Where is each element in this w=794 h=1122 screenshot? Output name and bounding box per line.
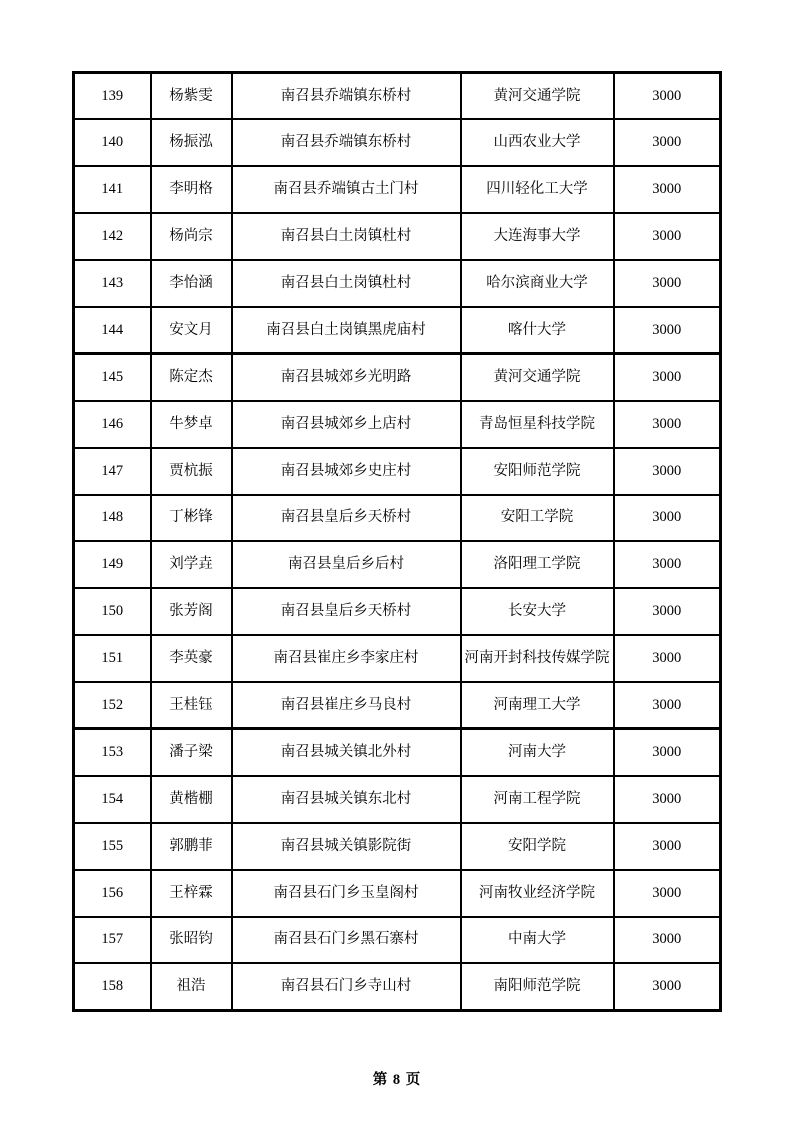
village-address-cell: 南召县城郊乡上店村 (232, 401, 461, 448)
village-address-cell: 南召县白土岗镇杜村 (232, 260, 461, 307)
row-number-cell: 143 (74, 260, 151, 307)
row-number-cell: 151 (74, 635, 151, 682)
table-row (74, 729, 721, 776)
row-number-cell: 153 (74, 729, 151, 776)
college-cell: 安阳师范学院 (461, 448, 614, 495)
student-name-cell: 刘学垚 (151, 541, 232, 588)
student-name-cell: 祖浩 (151, 963, 232, 1010)
village-address-cell: 南召县城关镇北外村 (232, 729, 461, 776)
table-row (74, 541, 721, 588)
amount-cell: 3000 (614, 682, 721, 729)
table-body (74, 73, 721, 1011)
row-number-cell: 144 (74, 307, 151, 354)
amount-cell: 3000 (614, 260, 721, 307)
village-address-cell: 南召县白土岗镇杜村 (232, 213, 461, 260)
table-row (74, 260, 721, 307)
row-number-cell: 154 (74, 776, 151, 823)
row-number-cell: 142 (74, 213, 151, 260)
village-address-cell: 南召县白土岗镇黑虎庙村 (232, 307, 461, 354)
table-row (74, 307, 721, 354)
amount-cell: 3000 (614, 119, 721, 166)
village-address-cell: 南召县皇后乡后村 (232, 541, 461, 588)
row-number-cell: 149 (74, 541, 151, 588)
table-row (74, 917, 721, 964)
table-row (74, 588, 721, 635)
student-name-cell: 杨振泓 (151, 119, 232, 166)
student-name-cell: 潘子梁 (151, 729, 232, 776)
college-cell: 山西农业大学 (461, 119, 614, 166)
student-name-cell: 安文月 (151, 307, 232, 354)
college-cell: 河南工程学院 (461, 776, 614, 823)
college-cell: 喀什大学 (461, 307, 614, 354)
college-cell: 长安大学 (461, 588, 614, 635)
college-cell: 安阳学院 (461, 823, 614, 870)
village-address-cell: 南召县乔端镇古土门村 (232, 166, 461, 213)
village-address-cell: 南召县城关镇影院街 (232, 823, 461, 870)
row-number-cell: 146 (74, 401, 151, 448)
row-number-cell: 145 (74, 354, 151, 401)
student-name-cell: 牛梦卓 (151, 401, 232, 448)
table-row (74, 119, 721, 166)
page-number-footer: 第 8 页 (372, 1072, 422, 1088)
college-cell: 黄河交通学院 (461, 354, 614, 401)
table-row (74, 963, 721, 1010)
row-number-cell: 139 (74, 73, 151, 120)
student-name-cell: 王梓霖 (151, 870, 232, 917)
table-row (74, 166, 721, 213)
student-name-cell: 黄楷棚 (151, 776, 232, 823)
student-name-cell: 李怡涵 (151, 260, 232, 307)
table-row (74, 354, 721, 401)
college-cell: 大连海事大学 (461, 213, 614, 260)
student-name-cell: 贾杭振 (151, 448, 232, 495)
college-cell: 中南大学 (461, 917, 614, 964)
college-cell: 安阳工学院 (461, 495, 614, 542)
village-address-cell: 南召县崔庄乡马良村 (232, 682, 461, 729)
table-row (74, 635, 721, 682)
college-cell: 河南牧业经济学院 (461, 870, 614, 917)
table-row (74, 213, 721, 260)
college-cell: 河南理工大学 (461, 682, 614, 729)
amount-cell: 3000 (614, 541, 721, 588)
student-name-cell: 李英豪 (151, 635, 232, 682)
student-name-cell: 陈定杰 (151, 354, 232, 401)
row-number-cell: 157 (74, 917, 151, 964)
amount-cell: 3000 (614, 354, 721, 401)
village-address-cell: 南召县皇后乡天桥村 (232, 495, 461, 542)
row-number-cell: 150 (74, 588, 151, 635)
village-address-cell: 南召县乔端镇东桥村 (232, 73, 461, 120)
student-name-cell: 李明格 (151, 166, 232, 213)
table-row (74, 448, 721, 495)
amount-cell: 3000 (614, 823, 721, 870)
village-address-cell: 南召县石门乡黑石寨村 (232, 917, 461, 964)
amount-cell: 3000 (614, 776, 721, 823)
student-name-cell: 杨紫雯 (151, 73, 232, 120)
row-number-cell: 147 (74, 448, 151, 495)
village-address-cell: 南召县皇后乡天桥村 (232, 588, 461, 635)
amount-cell: 3000 (614, 401, 721, 448)
college-cell: 河南大学 (461, 729, 614, 776)
table-row (74, 495, 721, 542)
village-address-cell: 南召县崔庄乡李家庄村 (232, 635, 461, 682)
amount-cell: 3000 (614, 495, 721, 542)
amount-cell: 3000 (614, 448, 721, 495)
college-cell: 黄河交通学院 (461, 73, 614, 120)
table-row (74, 823, 721, 870)
row-number-cell: 141 (74, 166, 151, 213)
village-address-cell: 南召县城关镇东北村 (232, 776, 461, 823)
amount-cell: 3000 (614, 166, 721, 213)
student-name-cell: 王桂钰 (151, 682, 232, 729)
college-cell: 哈尔滨商业大学 (461, 260, 614, 307)
amount-cell: 3000 (614, 963, 721, 1010)
amount-cell: 3000 (614, 213, 721, 260)
student-name-cell: 张芳阁 (151, 588, 232, 635)
amount-cell: 3000 (614, 870, 721, 917)
table-row (74, 870, 721, 917)
college-cell: 四川轻化工大学 (461, 166, 614, 213)
amount-cell: 3000 (614, 307, 721, 354)
table-row (74, 73, 721, 120)
table-row (74, 776, 721, 823)
row-number-cell: 140 (74, 119, 151, 166)
row-number-cell: 156 (74, 870, 151, 917)
village-address-cell: 南召县石门乡玉皇阁村 (232, 870, 461, 917)
village-address-cell: 南召县城郊乡史庄村 (232, 448, 461, 495)
student-name-cell: 丁彬锋 (151, 495, 232, 542)
college-cell: 南阳师范学院 (461, 963, 614, 1010)
student-name-cell: 张昭钧 (151, 917, 232, 964)
amount-cell: 3000 (614, 73, 721, 120)
table-row (74, 682, 721, 729)
village-address-cell: 南召县城郊乡光明路 (232, 354, 461, 401)
village-address-cell: 南召县乔端镇东桥村 (232, 119, 461, 166)
amount-cell: 3000 (614, 917, 721, 964)
row-number-cell: 148 (74, 495, 151, 542)
student-subsidy-table (72, 71, 722, 1012)
village-address-cell: 南召县石门乡寺山村 (232, 963, 461, 1010)
row-number-cell: 155 (74, 823, 151, 870)
college-cell: 洛阳理工学院 (461, 541, 614, 588)
table-row (74, 401, 721, 448)
student-name-cell: 杨尚宗 (151, 213, 232, 260)
college-cell: 青岛恒星科技学院 (461, 401, 614, 448)
student-name-cell: 郭鹏菲 (151, 823, 232, 870)
amount-cell: 3000 (614, 729, 721, 776)
amount-cell: 3000 (614, 588, 721, 635)
amount-cell: 3000 (614, 635, 721, 682)
row-number-cell: 152 (74, 682, 151, 729)
college-cell: 河南开封科技传媒学院 (461, 635, 614, 682)
row-number-cell: 158 (74, 963, 151, 1010)
